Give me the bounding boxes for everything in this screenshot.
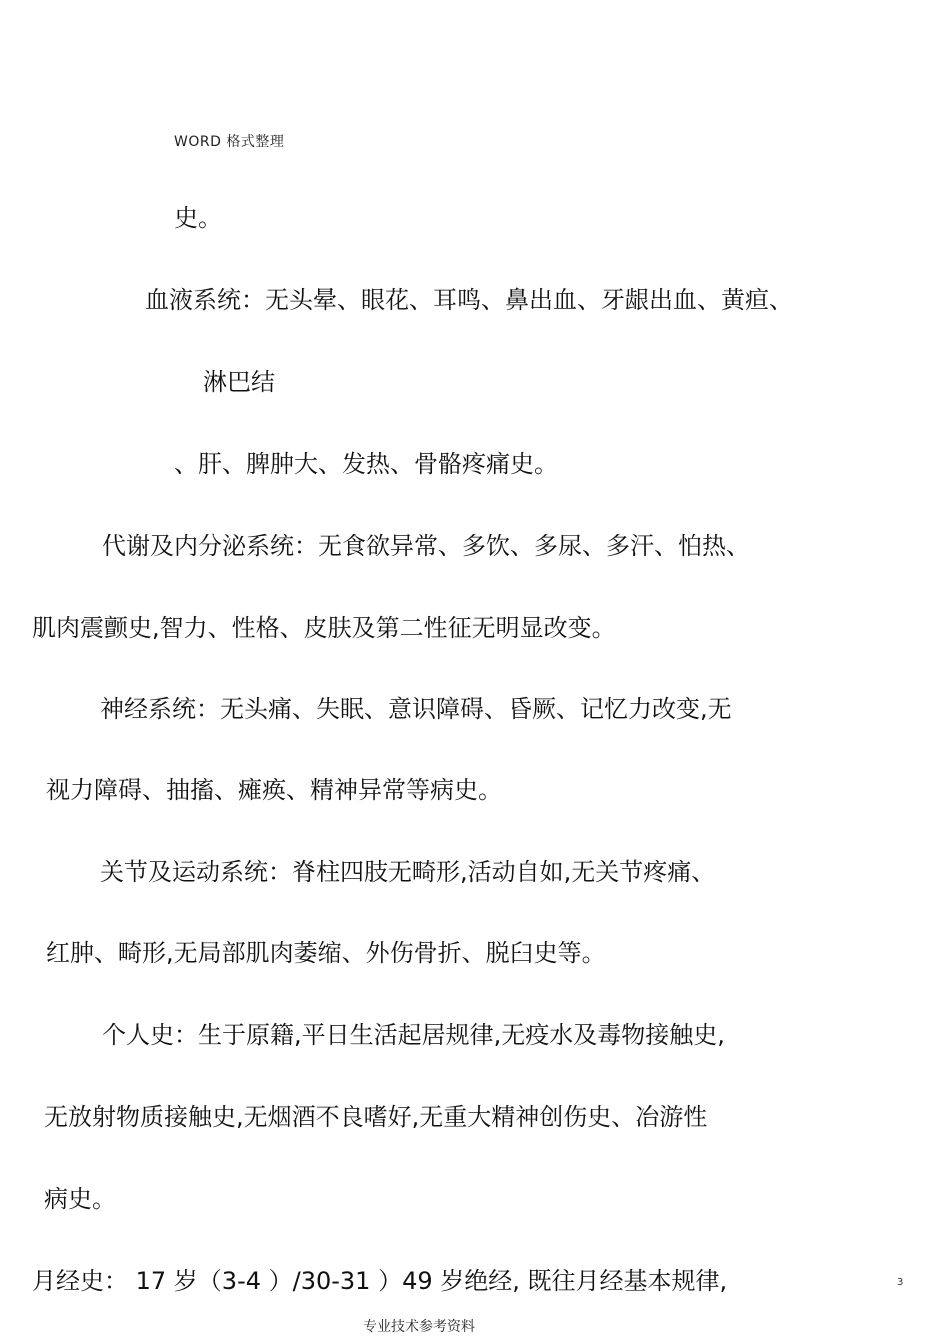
page-footer: 专业技术参考资料 bbox=[363, 1319, 475, 1335]
text-line: 淋巴结 bbox=[203, 368, 275, 396]
text-line: 血液系统：无头晕、眼花、耳鸣、鼻出血、牙龈出血、黄疸、 bbox=[145, 286, 793, 314]
text-line: 史。 bbox=[174, 204, 222, 232]
text-line: 无放射物质接触史,无烟酒不良嗜好,无重大精神创伤史、冶游性 bbox=[44, 1103, 708, 1131]
text-line: 个人史：生于原籍,平日生活起居规律,无疫水及毒物接触史, bbox=[102, 1021, 725, 1049]
page-number: 3 bbox=[897, 1277, 904, 1288]
text-line: 肌肉震颤史,智力、性格、皮肤及第二性征无明显改变。 bbox=[32, 614, 616, 642]
text-line: 神经系统：无头痛、失眠、意识障碍、昏厥、记忆力改变,无 bbox=[100, 695, 732, 723]
text-line: 红肿、畸形,无局部肌肉萎缩、外伤骨折、脱臼史等。 bbox=[46, 939, 606, 967]
page-header: WORD 格式整理 bbox=[174, 134, 285, 150]
text-line: 视力障碍、抽搐、瘫痪、精神异常等病史。 bbox=[46, 776, 502, 804]
text-line: 病史。 bbox=[44, 1185, 116, 1213]
text-line: 关节及运动系统：脊柱四肢无畸形,活动自如,无关节疼痛、 bbox=[100, 858, 716, 886]
text-line: 月经史： 17 岁（3-4 ）/30-31 ）49 岁绝经, 既往月经基本规律, bbox=[32, 1267, 728, 1295]
text-line: 代谢及内分泌系统：无食欲异常、多饮、多尿、多汗、怕热、 bbox=[102, 532, 750, 560]
text-line: 、肝、脾肿大、发热、骨骼疼痛史。 bbox=[174, 450, 558, 478]
